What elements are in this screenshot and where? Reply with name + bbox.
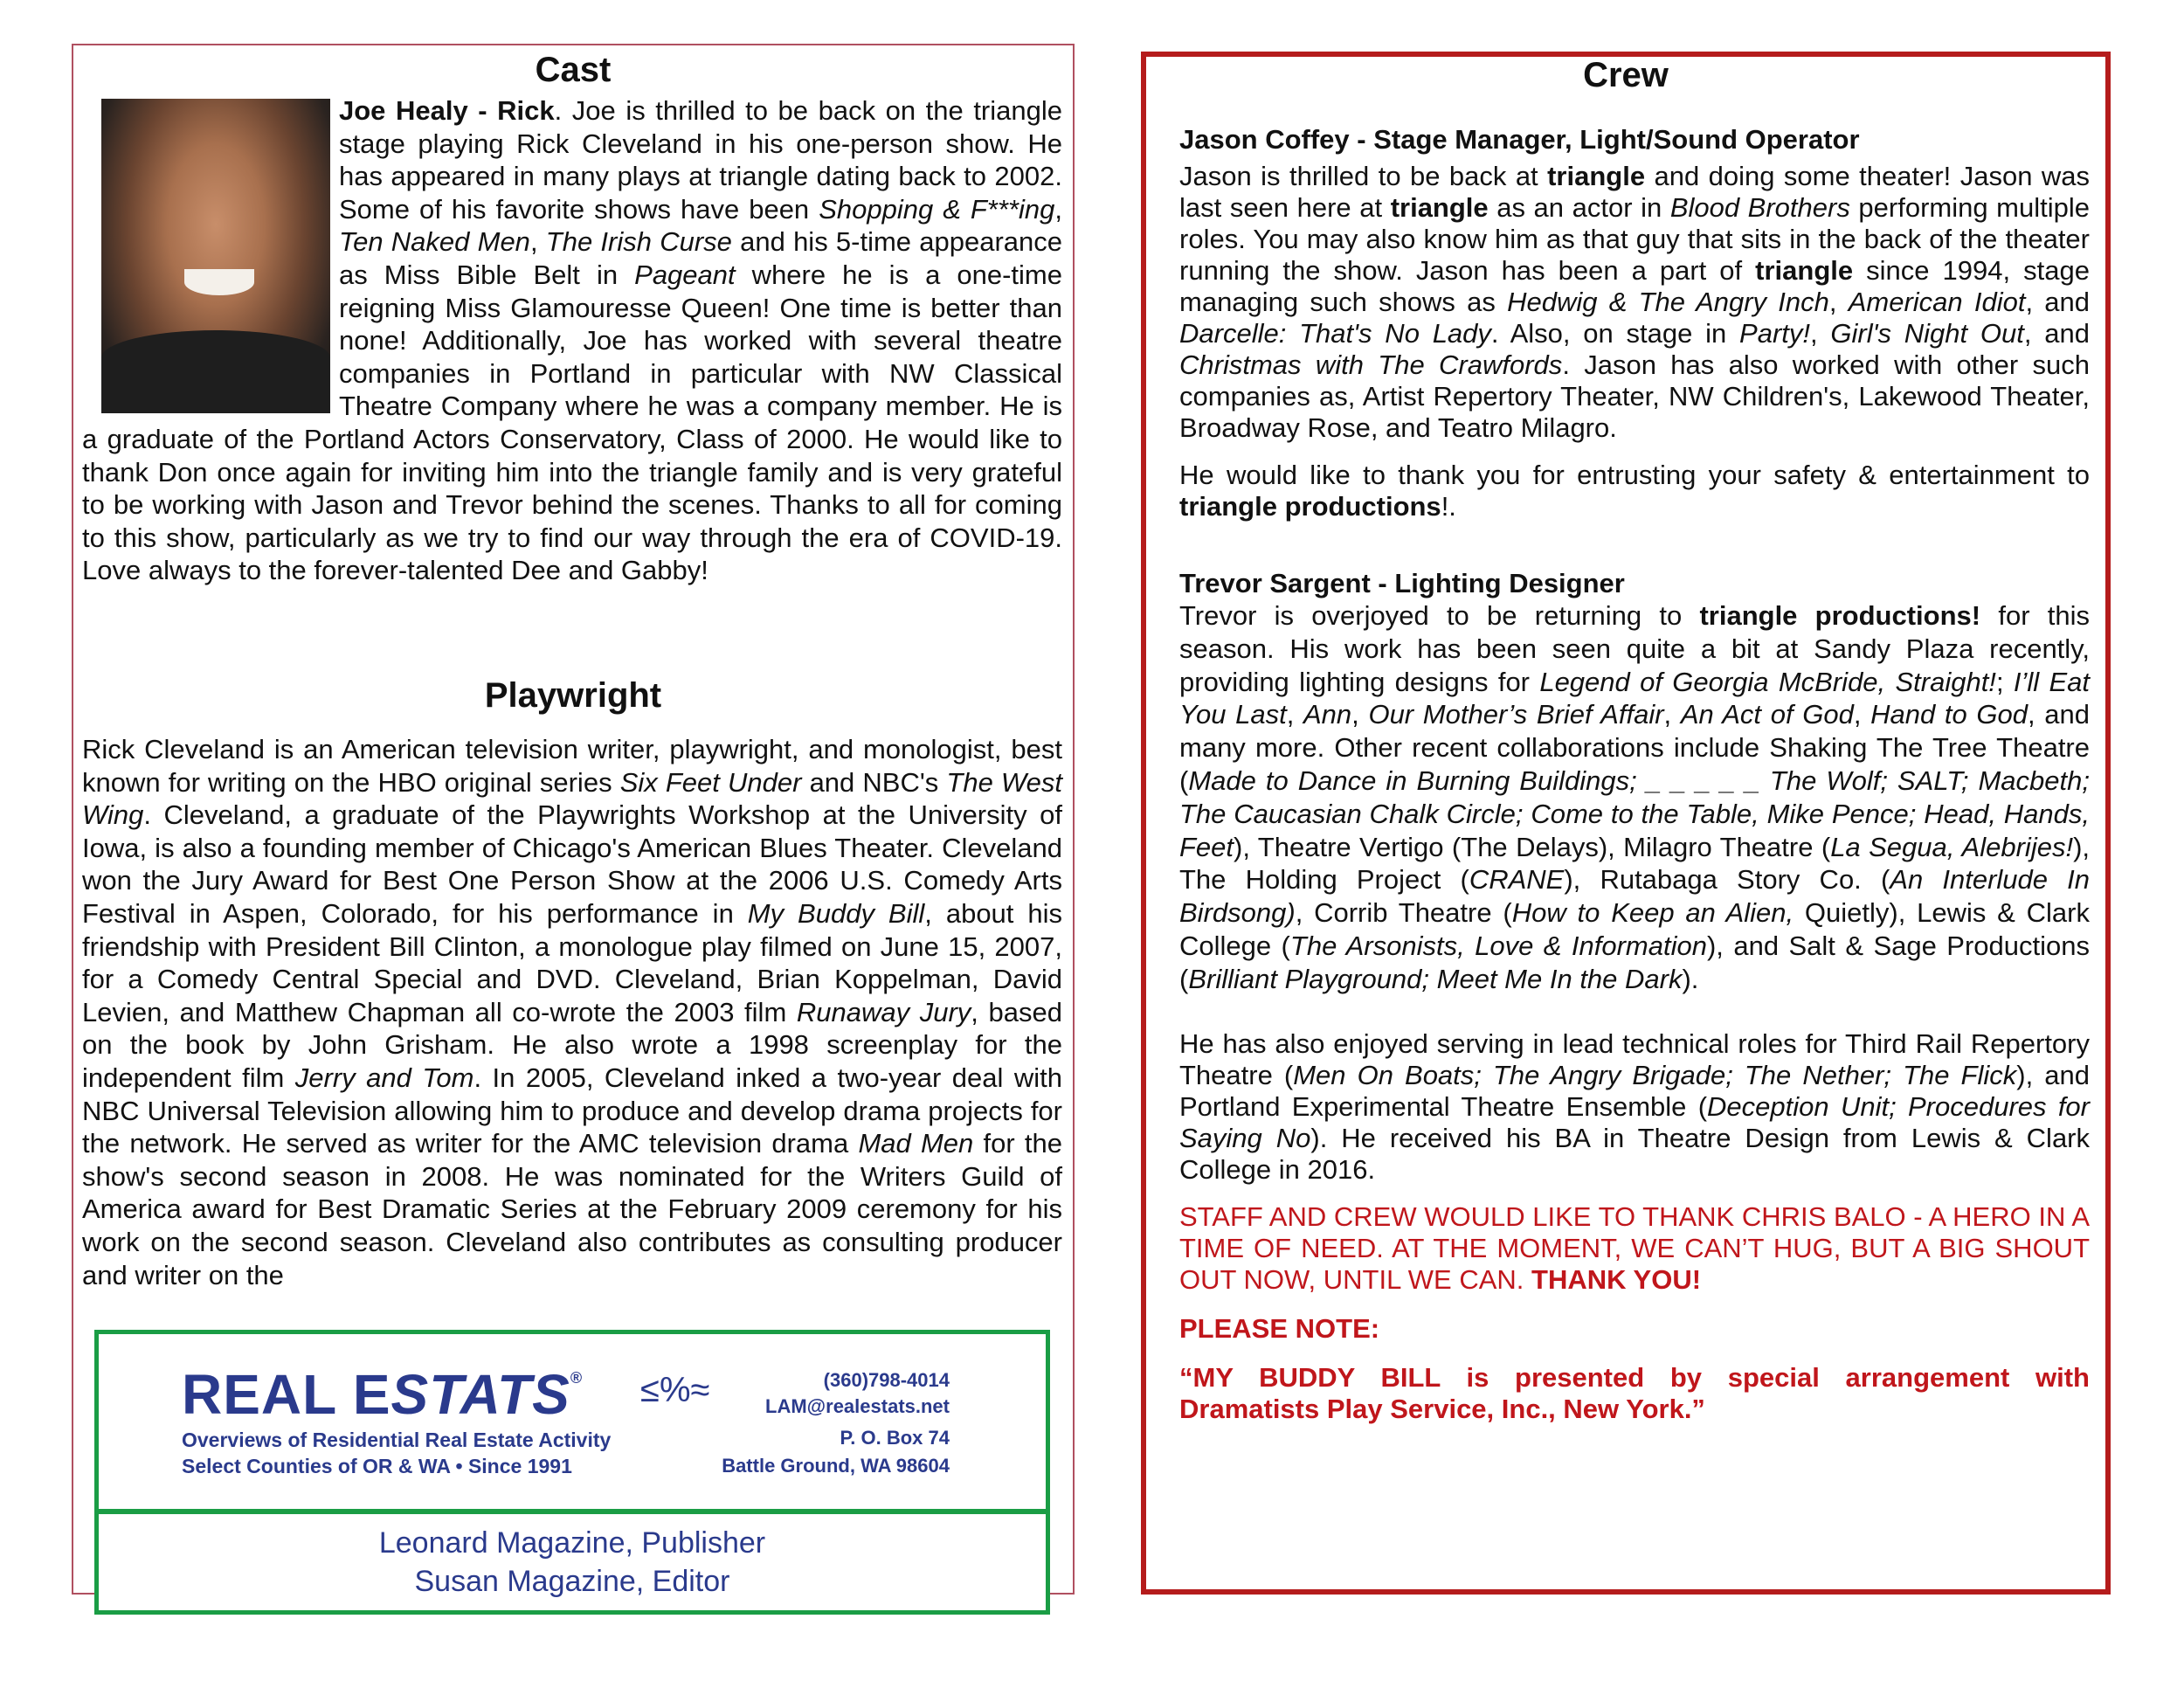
cast-name: Joe Healy - Rick bbox=[339, 95, 555, 126]
note-heading: PLEASE NOTE: bbox=[1179, 1312, 1380, 1344]
actor-photo bbox=[101, 99, 330, 413]
ad-email: LAM@realestats.net bbox=[765, 1395, 950, 1417]
ad-phone: (360)798-4014 bbox=[823, 1369, 950, 1391]
crew-heading: Crew bbox=[1583, 56, 1669, 94]
cast-bio: Joe Healy - Rick. Joe is thrilled to be back on the triangle stage playing Rick Cleveland in his one-person show. He has appeared in many plays at triangle dating back to 2002. Some of his favorite shows have been Shopping & F***ing, Ten Naked Men, The Irish Curse and his 5-time appearance as Miss Bible Belt in Pageant where he is a one-time reigning Miss Glamouresse Queen! One time is better than none! Additionally, Joe has worked with several theatre companies in Portland in particular with NW Classical Theatre Company where he was a company member. He is a graduate of the Portland Actors Conservatory, Class of 2000. He would like to thank Don once again for inviting him into the triangle family and is very grateful to be working with Jason and Trevor behind the scenes. Thanks to all for coming to this show, particularly as we try to find our way through the era of COVID-19. Love always to the forever-talented Dee and Gabby! bbox=[82, 95, 1063, 586]
cast-heading: Cast bbox=[535, 51, 612, 89]
jason-heading: Jason Coffey - Stage Manager, Light/Sound Operator bbox=[1179, 124, 1860, 155]
trevor-heading: Trevor Sargent - Lighting Designer bbox=[1179, 568, 1625, 598]
real-estats-ad bbox=[94, 1330, 1050, 1513]
editor-line: Susan Magazine, Editor bbox=[414, 1565, 730, 1598]
publisher-line: Leonard Magazine, Publisher bbox=[378, 1526, 766, 1560]
percent-house-icon: ≤%≈ bbox=[640, 1371, 710, 1409]
real-estats-logo: REAL ESTATS® bbox=[182, 1363, 584, 1426]
crew-text: Jason Coffey - Stage Manager, Light/Sound Operator Jason is thrilled to be back at triangle and doing some theater! Jason was last seen here at triangle as an actor in Blood Brothers performing multiple roles. You may also know him as that guy that sits in the back of the theater running the show. Jason has been a part of triangle since 1994, stage managing such shows as Hedwig & The Angry Inch, American Idiot, and Darcelle: That's No Lady. Also, on stage in Party!, Girl's Night Out, and Christmas with The Crawfords. Jason has also worked with other such companies as, Artist Repertory Theater, NW Children's, Lakewood Theater, Broadway Rose, and Teatro Milagro. He would like to thank you for entrusting your safety & entertainment to triangle productions!. Trevor Sargent - Lighting Designer Trevor is overjoyed to be returning to triangle productions! for this season. His work has been seen quite a bit at Sandy Plaza recently, providing lighting designs for Legend of Georgia McBride, Straight!; I’ll Eat You Last, Ann, Our Mother’s Brief Affair, An Act of God, Hand to God, and many more. Other recent collaborations include Shaking The Tree Theatre (Made to Dance in Burning Buildings; _ _ _ _ _ The Wolf; SALT; Macbeth; The Caucasian Chalk Circle; Come to the Table, Mike Pence; Head, Hands, Feet), Theatre Vertigo (The Delays), Milagro Theatre (La Segua, Alebrijes!), The Holding Project (CRANE), Rutabaga Story Co. (An Interlude In Birdsong), Corrib Theatre (How to Keep an Alien, Quietly), Lewis & Clark College (The Arsonists, Love & Information), and Salt & Sage Productions (Brilliant Playground; Meet Me In the Dark). He has also enjoyed serving in lead technical roles for Third Rail Repertory Theatre (Men On Boats; The Angry Brigade; The Nether; The Flick), and Portland Experimental Theatre Ensemble (Deception Unit; Procedures for Saying No). He received his BA in Theatre Design from Lewis & Clark College in 2016. STAFF AND CREW WOULD LIKE TO THANK CHRIS BALO - A HERO IN A TIME OF NEED. AT THE MOMENT, WE CAN’T HUG, BUT A BIG SHOUT OUT NOW, UNTIL WE CAN. THANK YOU! PLEASE NOTE: “MY BUDDY BILL is presented by special arrangement with Dramatists Play Service, Inc., New York.” bbox=[1179, 124, 2091, 1424]
playwright-heading: Playwright bbox=[484, 676, 662, 715]
ad-pobox: P. O. Box 74 bbox=[840, 1427, 950, 1449]
playwright-bio: Rick Cleveland is an American television writer, playwright, and monologist, best known for writing on the HBO original series Six Feet Under and NBC's The West Wing. Cleveland, a graduate of the Playwrights Workshop at the University of Iowa, is also a founding member of Chicago's American Blues Theater. Cleveland won the Jury Award for Best One Person Show at the 2006 U.S. Comedy Arts Festival in Aspen, Colorado, for his performance in My Buddy Bill, about his friendship with President Bill Clinton, a monologue play filmed on June 15, 2007, for a Comedy Central Special and DVD. Cleveland, Brian Koppelman, David Levien, and Matthew Chapman all co-wrote the 2003 film Runaway Jury, based on the book by John Grisham. He also wrote a 1998 screenplay for the independent film Jerry and Tom. In 2005, Cleveland inked a two-year deal with NBC Universal Television allowing him to produce and develop drama projects for the network. He served as writer for the AMC television drama Mad Men for the show's second season in 2008. He was nominated for the Writers Guild of America award for Best Dramatic Series at the February 2009 ceremony for his work on the second season. Cleveland also contributes as consulting producer and writer on the bbox=[82, 734, 1062, 1290]
ad-tagline-1: Overviews of Residential Real Estate Activity bbox=[182, 1429, 612, 1451]
thank-you-text: THANK YOU! bbox=[1531, 1263, 1702, 1295]
publisher-box bbox=[94, 1510, 1050, 1615]
ad-tagline-2: Select Counties of OR & WA • Since 1991 bbox=[182, 1455, 572, 1477]
ad-city: Battle Ground, WA 98604 bbox=[722, 1455, 950, 1477]
note-text: “MY BUDDY BILL is presented by special arrangement with Dramatists Play Service, Inc., New York.” bbox=[1179, 1361, 2090, 1424]
